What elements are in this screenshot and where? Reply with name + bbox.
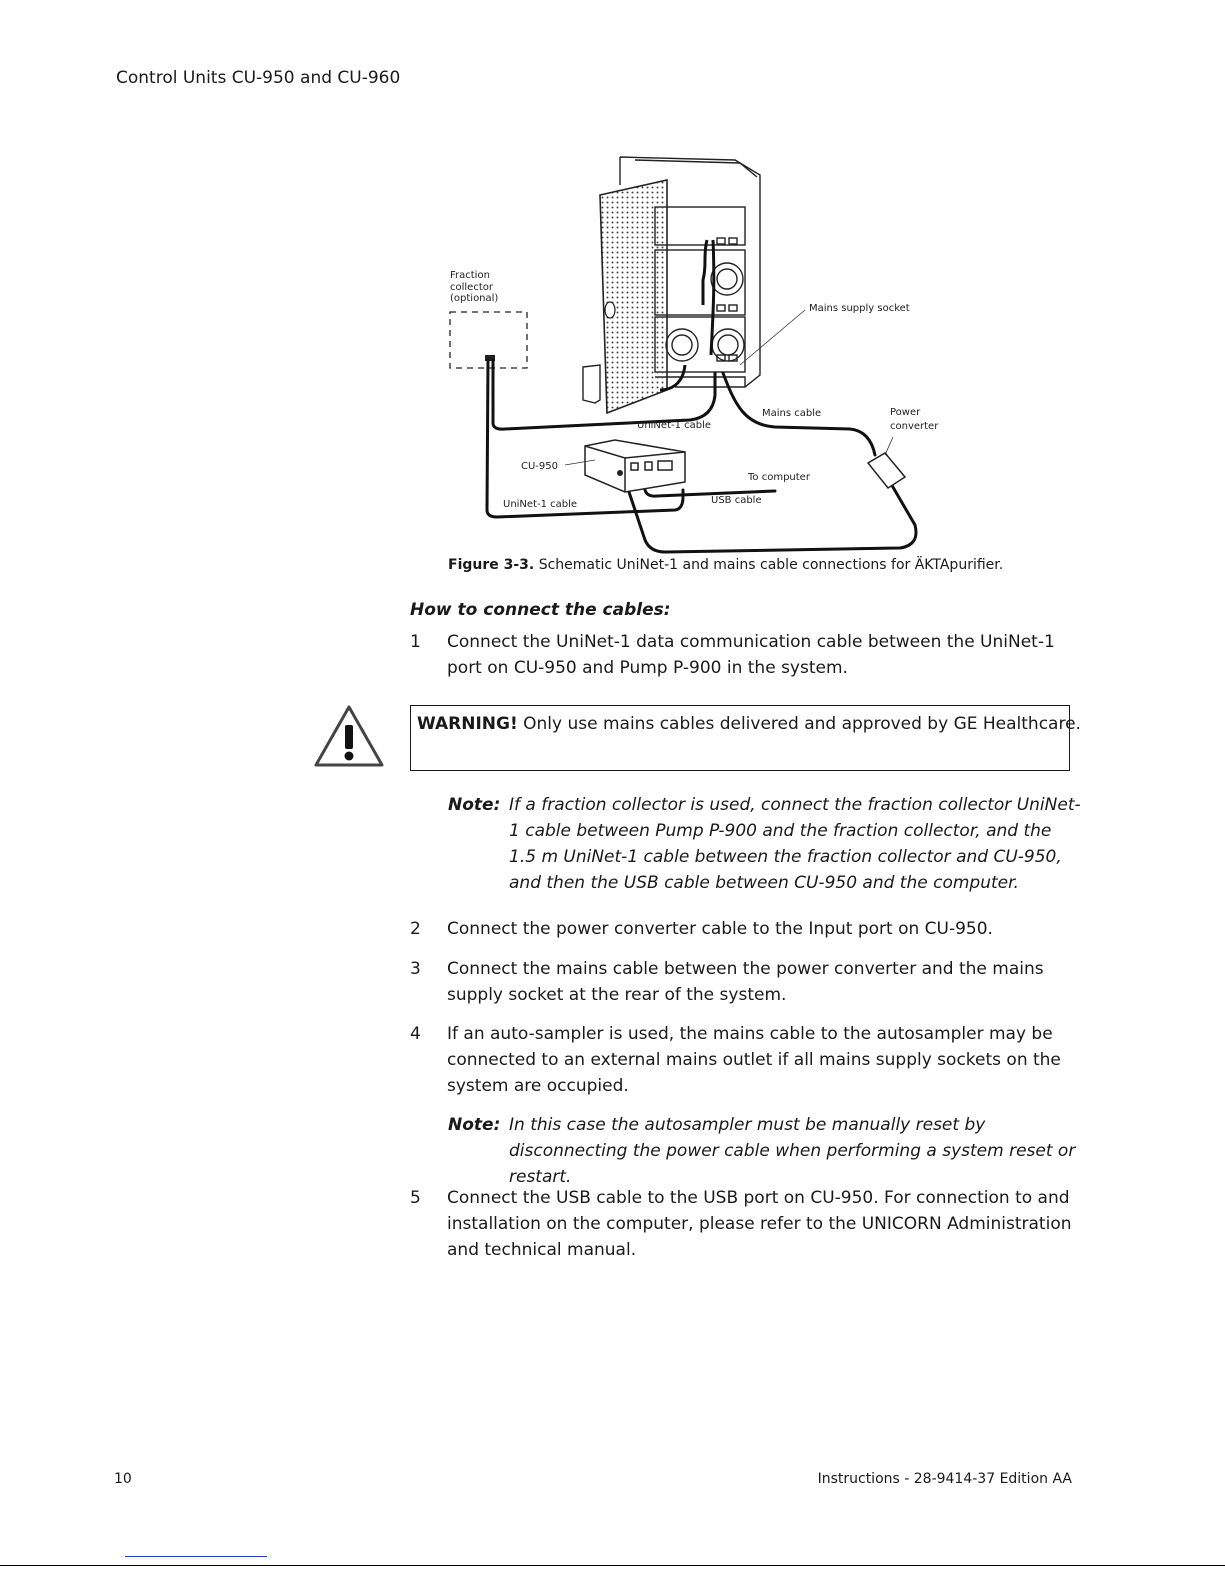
warning-box <box>410 705 1081 771</box>
step-text: Connect the power converter cable to the Input port on CU-950. <box>447 919 993 939</box>
figure-caption <box>448 557 1003 573</box>
step-item <box>410 916 1080 942</box>
note-label: Note: <box>448 1115 501 1135</box>
step-text: Connect the mains cable between the power converter and the mains supply socket at the rear of the system. <box>447 959 1044 1005</box>
section-heading: How to connect the cables: <box>410 600 671 620</box>
step-number: 4 <box>410 1024 421 1044</box>
page-bottom-rule <box>0 1565 1225 1566</box>
label-mains-cable: Mains cable <box>762 408 822 419</box>
warning-message: Only use mains cables delivered and approved by GE Healthcare. <box>517 714 1081 734</box>
step-number: 1 <box>410 632 421 652</box>
warning-text <box>417 714 1081 734</box>
label-to-computer: To computer <box>748 472 810 483</box>
step-item <box>410 629 1080 681</box>
note-block <box>448 1112 1083 1187</box>
label-usb-cable: USB cable <box>711 495 762 506</box>
page-number: 10 <box>114 1471 132 1487</box>
label-mains-supply-socket: Mains supply socket <box>809 303 910 314</box>
link-underline <box>125 1556 267 1557</box>
label-fraction-collector-2: collector <box>450 282 493 293</box>
note-label: Note: <box>448 795 501 815</box>
warning-icon <box>312 703 386 769</box>
step-text: Connect the USB cable to the USB port on CU-950. For connection to and installation on the computer, please refer to the UNICORN Administration and technical manual. <box>447 1188 1072 1260</box>
step-item <box>410 1185 1080 1263</box>
step-number: 3 <box>410 959 421 979</box>
label-fraction-collector-1: Fraction <box>450 270 490 281</box>
label-fraction-collector-3: (optional) <box>450 293 499 304</box>
label-power-converter-2: converter <box>890 421 939 432</box>
step-text: If an auto-sampler is used, the mains cable to the autosampler may be connected to an external mains outlet if all mains supply sockets on the system are occupied. <box>447 1024 1061 1096</box>
step-number: 2 <box>410 919 421 939</box>
figure-caption-text: Schematic UniNet-1 and mains cable connections for ÄKTApurifier. <box>534 557 1004 573</box>
warning-label: WARNING! <box>417 714 518 734</box>
label-power-converter-1: Power <box>890 407 921 418</box>
label-uninet-cable-bottom: UniNet-1 cable <box>503 499 578 510</box>
schematic-drawing <box>445 155 945 555</box>
step-number: 5 <box>410 1188 421 1208</box>
label-cu950: CU-950 <box>521 461 558 472</box>
note-block <box>448 792 1083 896</box>
figure-caption-label: Figure 3-3. <box>448 557 535 573</box>
note-text: If a fraction collector is used, connect the fraction collector UniNet-1 cable between Pump P-900 and the fraction collector, and the 1.5 m UniNet-1 cable between the fraction collector and CU-950, and then the USB cable between CU-950 and the computer. <box>509 795 1081 893</box>
step-text: Connect the UniNet-1 data communication cable between the UniNet-1 port on CU-950 and Pump P-900 in the system. <box>447 632 1055 678</box>
step-item <box>410 956 1080 1008</box>
cable-connection-figure <box>445 155 945 555</box>
running-header: Control Units CU-950 and CU-960 <box>116 68 401 88</box>
step-item <box>410 1021 1080 1099</box>
document-id: Instructions - 28-9414-37 Edition AA <box>817 1471 1072 1487</box>
note-text: In this case the autosampler must be manually reset by disconnecting the power cable when performing a system reset or restart. <box>509 1115 1076 1187</box>
label-uninet-cable-top: UniNet-1 cable <box>637 420 712 431</box>
